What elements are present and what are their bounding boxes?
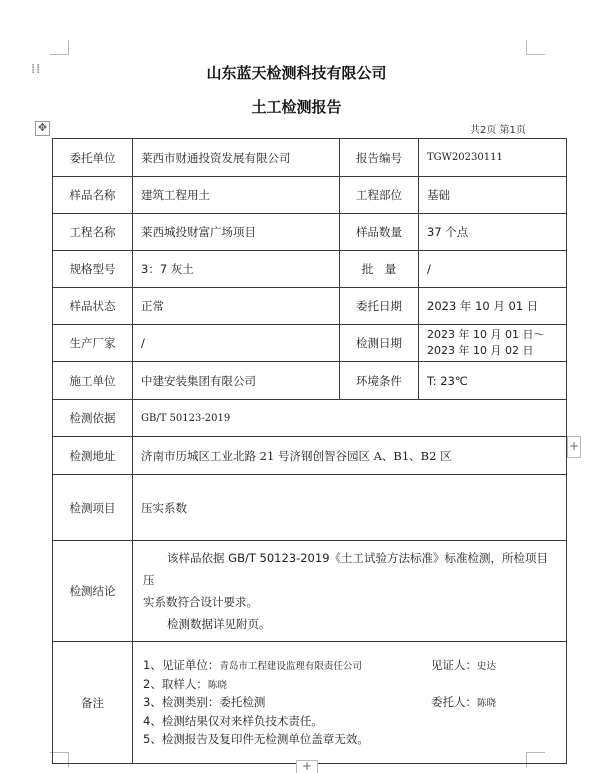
client-field [431,693,496,714]
report-title: 土工检测报告 [251,98,342,116]
value-conclusion[interactable] [133,541,567,642]
conclusion-line-2: 实系数符合设计要求。 [143,595,258,609]
table-row [53,362,567,400]
label-sample-name: 样品名称 [53,177,133,214]
table-row [53,288,567,325]
conclusion-line-1: 该样品依据 GB/T 50123-2019《土工试验方法标准》标准检测，所检项目压 [143,551,549,587]
witness-unit-label: 1、见证单位： [143,658,220,673]
value-project-name[interactable]: 莱西城投财富广场项目 [133,214,340,251]
sampler-label: 2、取样人： [143,676,208,691]
move-icon[interactable]: ✥ [35,121,50,136]
test-date-start: 2023 年 10 月 01 日～ [427,328,545,341]
client-value: 陈晓 [477,698,497,710]
value-specification[interactable]: 3：7 灰土 [133,251,340,288]
table-row [53,437,567,475]
plus-icon[interactable]: + [567,436,581,458]
label-project-part: 工程部位 [340,177,419,214]
table-row [53,475,567,541]
value-construction-unit[interactable]: 中建安装集团有限公司 [133,362,340,400]
remark-line-3 [143,693,558,712]
conclusion-line-3: 检测数据详见附页。 [167,617,271,631]
value-test-date[interactable] [419,325,567,362]
remark-line-2 [143,675,558,694]
value-test-address[interactable]: 济南市历城区工业北路 21 号济钢创智谷园区 A、B1、B2 区 [133,437,567,475]
label-commission-date: 委托日期 [340,288,419,325]
table-row [53,177,567,214]
label-test-date: 检测日期 [340,325,419,362]
label-batch: 批 量 [340,251,419,288]
remark-line-1 [143,656,558,675]
label-project-name: 工程名称 [53,214,133,251]
label-conclusion: 检测结论 [53,541,133,642]
table-row [53,251,567,288]
witness-unit-value: 青岛市工程建设监理有限责任公司 [219,661,362,673]
report-table [52,138,567,764]
value-sample-quantity[interactable]: 37 个点 [419,214,567,251]
value-report-number[interactable]: TGW20230111 [419,139,567,177]
remark-line-5: 5、检测报告及复印件无检测单位盖章无效。 [143,732,369,747]
value-sample-status[interactable]: 正常 [133,288,340,325]
label-test-item: 检测项目 [53,475,133,541]
label-client-unit: 委托单位 [53,139,133,177]
label-specification: 规格型号 [53,251,133,288]
value-test-basis[interactable]: GB/T 50123-2019 [133,400,567,437]
label-remarks: 备注 [53,642,133,764]
test-date-end: 2023 年 10 月 02 日 [427,344,534,357]
value-test-item[interactable]: 压实系数 [133,475,567,541]
label-test-address: 检测地址 [53,437,133,475]
sampler-value: 陈晓 [207,679,227,691]
label-sample-status: 样品状态 [53,288,133,325]
remark-line-4: 4、检测结果仅对来样负技术责任。 [143,713,323,728]
value-remarks[interactable] [133,642,567,764]
label-construction-unit: 施工单位 [53,362,133,400]
label-test-basis: 检测依据 [53,400,133,437]
witness-field [431,656,496,677]
category-label: 3、检测类别： [143,695,220,710]
table-row [53,214,567,251]
witness-value: 史达 [477,661,497,673]
value-project-part[interactable]: 基础 [419,177,567,214]
page-info: 共2页 第1页 [470,125,526,136]
label-environment: 环境条件 [340,362,419,400]
table-row [53,642,567,764]
table-row [53,325,567,362]
category-value: 委托检测 [219,695,266,710]
table-row [53,400,567,437]
table-row [53,139,567,177]
crop-mark-top-right [526,40,545,55]
witness-label: 见证人： [431,658,477,673]
table-row [53,541,567,642]
crop-mark-top-left [50,40,69,55]
value-commission-date[interactable]: 2023 年 10 月 01 日 [419,288,567,325]
value-sample-name[interactable]: 建筑工程用土 [133,177,340,214]
company-name: 山东蓝天检测科技有限公司 [206,64,387,82]
value-manufacturer[interactable]: / [133,325,340,362]
drag-handle-icon[interactable]: ⁞⁞ [31,62,42,77]
label-report-number: 报告编号 [340,139,419,177]
value-client-unit[interactable]: 莱西市财通投资发展有限公司 [133,139,340,177]
label-manufacturer: 生产厂家 [53,325,133,362]
plus-icon[interactable]: + [296,760,318,773]
value-batch[interactable]: / [419,251,567,288]
value-environment[interactable]: T: 23℃ [419,362,567,400]
label-sample-quantity: 样品数量 [340,214,419,251]
client-label: 委托人： [431,695,477,710]
